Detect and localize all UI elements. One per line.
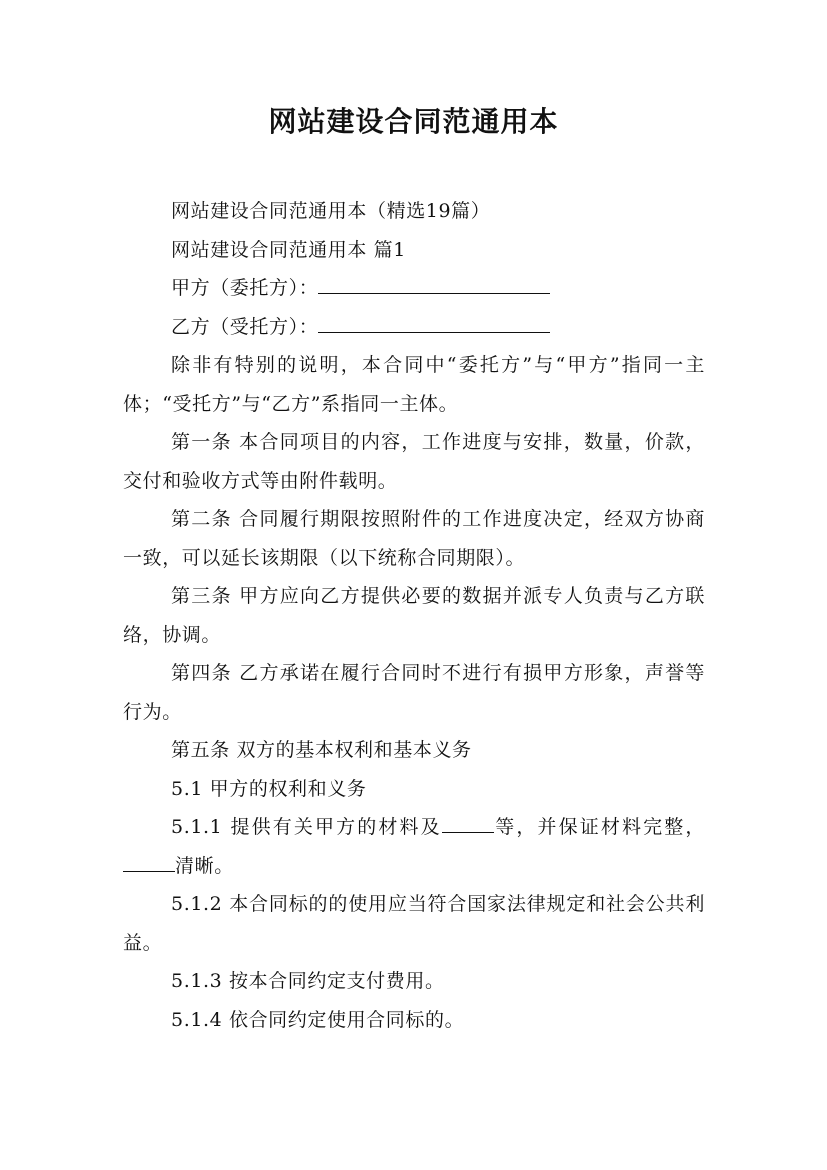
- article-2: 第二条 合同履行期限按照附件的工作进度决定，经双方协商一致，可以延长该期限（以下统称合同期限）。: [123, 508, 705, 569]
- clause-5-1-1-part-b: 等，并保证材料完整，: [493, 816, 705, 838]
- party-a-blank: [318, 273, 550, 294]
- party-a-label: 甲方（委托方）：: [171, 277, 319, 299]
- paragraph-section-heading: 网站建设合同范通用本 篇1: [171, 238, 406, 261]
- paragraph-definitions: 除非有特别的说明，本合同中“委托方”与“甲方”指同一主体；“受托方”与“乙方”系指同一主体。: [123, 354, 705, 415]
- article-5: 第五条 双方的基本权利和基本义务: [171, 739, 472, 761]
- clause-5-1-4: 5.1.4 依合同约定使用合同标的。: [171, 1008, 465, 1031]
- clause-5-1-1-part-a: 5.1.1 提供有关甲方的材料及: [171, 816, 442, 838]
- clause-5-1-3: 5.1.3 按本合同约定支付费用。: [171, 970, 445, 992]
- materials-blank: [442, 812, 494, 833]
- party-b-line: [123, 308, 705, 347]
- clause-5-1-2: 5.1.2 本合同标的的使用应当符合国家法律规定和社会公共利益。: [123, 893, 705, 954]
- clause-5-1-1: [123, 808, 705, 885]
- party-a-line: [123, 269, 705, 308]
- document-title: 网站建设合同范通用本: [268, 105, 559, 138]
- article-4: 第四条 乙方承诺在履行合同时不进行有损甲方形象，声誉等行为。: [123, 662, 705, 723]
- document-body: [123, 192, 705, 1039]
- party-b-label: 乙方（受托方）：: [171, 315, 319, 338]
- clause-5-1: 5.1 甲方的权利和义务: [171, 777, 367, 800]
- article-1: 第一条 本合同项目的内容，工作进度与安排，数量，价款，交付和验收方式等由附件载明。: [123, 431, 705, 492]
- clause-5-1-1-part-c: 清晰。: [175, 854, 234, 877]
- paragraph-subtitle: 网站建设合同范通用本（精选19篇）: [171, 200, 491, 222]
- clarity-blank: [123, 851, 175, 872]
- party-b-blank: [318, 312, 550, 333]
- article-3: 第三条 甲方应向乙方提供必要的数据并派专人负责与乙方联络，协调。: [123, 585, 705, 646]
